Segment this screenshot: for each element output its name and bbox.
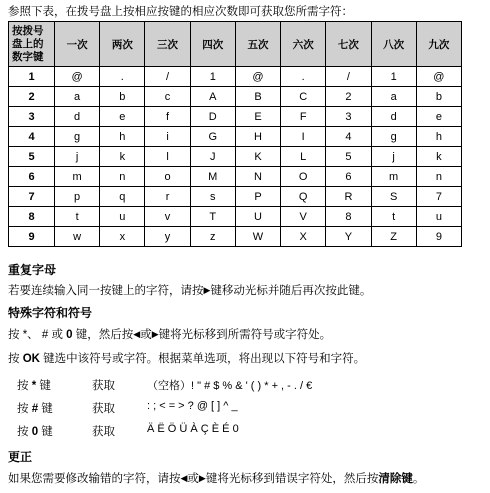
character-cell: @ (235, 67, 280, 87)
zero-key-label: 0 (66, 329, 73, 341)
character-cell: F (281, 107, 326, 127)
count-header: 七次 (326, 22, 371, 67)
character-cell: 5 (326, 147, 371, 167)
special-line1-a: 按 *、 # 或 (8, 329, 67, 341)
character-cell: 2 (326, 87, 371, 107)
character-cell: G (190, 127, 235, 147)
special-line2 (8, 350, 365, 366)
character-cell: T (190, 207, 235, 227)
character-cell: X (281, 227, 326, 247)
character-cell: m (371, 167, 416, 187)
character-cell: z (190, 227, 235, 247)
correct-text-c: 。 (412, 473, 425, 485)
count-header: 九次 (416, 22, 461, 67)
table-row (9, 67, 462, 87)
character-cell: s (190, 187, 235, 207)
special-line1-b: 键，然后按 (72, 329, 134, 341)
symbol-key-prefix: 按 (17, 403, 32, 415)
dial-key-header (9, 22, 55, 67)
dial-key-cell: 8 (9, 207, 55, 227)
symbol-characters: Ä Ë Ö Ü À Ç È É 0 (147, 423, 239, 435)
character-cell: M (190, 167, 235, 187)
symbol-key: * (31, 380, 37, 392)
character-cell: Z (371, 227, 416, 247)
dial-key-header-line1: 按拨号 (12, 24, 44, 37)
table-row (9, 127, 462, 147)
character-cell: j (371, 147, 416, 167)
dial-key-header-line2: 盘上的 (12, 37, 44, 50)
symbol-key-label (17, 377, 51, 393)
intro-text: 参照下表，在拨号盘上按相应按键的相应次数即可获取您所需字符： (8, 6, 353, 18)
correct-text-or: 或 (187, 473, 199, 485)
character-cell: h (100, 127, 145, 147)
count-header: 五次 (235, 22, 280, 67)
table-header-row (9, 22, 462, 67)
character-cell: B (235, 87, 280, 107)
character-cell: J (190, 147, 235, 167)
character-cell: I (281, 127, 326, 147)
character-cell: c (145, 87, 190, 107)
right-arrow-icon: ▶ (151, 329, 159, 339)
character-cell: 1 (371, 67, 416, 87)
character-cell: V (281, 207, 326, 227)
character-cell: D (190, 107, 235, 127)
table-row (9, 207, 462, 227)
character-cell: A (190, 87, 235, 107)
character-cell: . (281, 67, 326, 87)
character-cell: 8 (326, 207, 371, 227)
correct-text-a: 如果您需要修改输错的字符，请按 (8, 473, 181, 485)
character-cell: C (281, 87, 326, 107)
clear-key-label: 清除键 (378, 473, 413, 485)
character-cell: a (55, 87, 100, 107)
character-cell: n (100, 167, 145, 187)
special-line1 (8, 326, 331, 342)
table-row (9, 87, 462, 107)
symbol-key-suffix: 键 (38, 426, 53, 438)
repeat-text-a: 若要连续输入同一按键上的字符，请按 (8, 285, 204, 297)
character-cell: g (55, 127, 100, 147)
correct-text-b: 键将光标移到错误字符处，然后按 (205, 473, 379, 485)
table-row (9, 147, 462, 167)
symbol-characters: （空格）! " # $ % & ' ( ) * + , - . / € (147, 380, 313, 392)
character-cell: b (100, 87, 145, 107)
count-header: 六次 (281, 22, 326, 67)
left-arrow-icon: ◀ (133, 329, 141, 339)
right-arrow-icon: ▶ (203, 285, 211, 295)
symbol-key-prefix: 按 (17, 426, 32, 438)
special-line1-or: 或 (140, 329, 152, 341)
table-row (9, 187, 462, 207)
character-cell: d (55, 107, 100, 127)
character-cell: U (235, 207, 280, 227)
repeat-text (8, 282, 371, 298)
character-cell: w (55, 227, 100, 247)
symbol-characters: : ; < = > ? @ [ ] ^ _ (147, 400, 238, 412)
character-cell: k (100, 147, 145, 167)
table-row (9, 167, 462, 187)
character-cell: 1 (190, 67, 235, 87)
character-cell: Y (326, 227, 371, 247)
character-table (8, 21, 462, 247)
symbol-action: 获取 (92, 403, 115, 415)
right-arrow-icon: ▶ (198, 473, 206, 483)
character-cell: p (55, 187, 100, 207)
character-cell: n (416, 167, 461, 187)
special-heading: 特殊字符和符号 (8, 306, 93, 320)
character-cell: j (55, 147, 100, 167)
character-cell: t (371, 207, 416, 227)
character-cell: f (145, 107, 190, 127)
character-cell: e (416, 107, 461, 127)
count-header: 八次 (371, 22, 416, 67)
ok-key-label: OK (22, 353, 40, 365)
character-cell: u (416, 207, 461, 227)
character-cell: W (235, 227, 280, 247)
count-header: 两次 (100, 22, 145, 67)
dial-key-cell: 7 (9, 187, 55, 207)
character-cell: O (281, 167, 326, 187)
character-cell: i (145, 127, 190, 147)
character-cell: l (145, 147, 190, 167)
dial-key-cell: 6 (9, 167, 55, 187)
character-cell: 6 (326, 167, 371, 187)
count-header: 三次 (145, 22, 190, 67)
character-cell: e (100, 107, 145, 127)
table-row (9, 227, 462, 247)
special-line1-c: 键将光标移到所需符号或字符处。 (158, 329, 332, 341)
character-cell: E (235, 107, 280, 127)
character-cell: b (416, 87, 461, 107)
character-cell: y (145, 227, 190, 247)
symbol-key-suffix: 键 (36, 380, 51, 392)
character-cell: d (371, 107, 416, 127)
character-cell: t (55, 207, 100, 227)
character-cell: v (145, 207, 190, 227)
dial-key-header-line3: 数字键 (12, 50, 44, 63)
dial-key-cell: 5 (9, 147, 55, 167)
character-cell: S (371, 187, 416, 207)
count-header: 一次 (55, 22, 100, 67)
character-cell: Q (281, 187, 326, 207)
correct-text (8, 470, 424, 486)
character-cell: K (235, 147, 280, 167)
character-cell: u (100, 207, 145, 227)
dial-key-cell: 2 (9, 87, 55, 107)
character-cell: H (235, 127, 280, 147)
repeat-text-b: 键移动光标并随后再次按此键。 (210, 285, 372, 297)
character-cell: N (235, 167, 280, 187)
character-cell: 9 (416, 227, 461, 247)
character-cell: 7 (416, 187, 461, 207)
character-cell: P (235, 187, 280, 207)
character-cell: 3 (326, 107, 371, 127)
dial-key-cell: 9 (9, 227, 55, 247)
symbol-key-prefix: 按 (17, 380, 32, 392)
left-arrow-icon: ◀ (180, 473, 188, 483)
character-cell: h (416, 127, 461, 147)
symbol-key: 0 (31, 426, 39, 438)
symbol-key-suffix: 键 (38, 403, 53, 415)
dial-key-cell: 4 (9, 127, 55, 147)
character-cell: R (326, 187, 371, 207)
character-cell: x (100, 227, 145, 247)
character-cell: r (145, 187, 190, 207)
character-cell: . (100, 67, 145, 87)
symbol-key-label (17, 423, 53, 439)
dial-key-cell: 3 (9, 107, 55, 127)
character-cell: @ (416, 67, 461, 87)
character-cell: o (145, 167, 190, 187)
count-header: 四次 (190, 22, 235, 67)
character-cell: g (371, 127, 416, 147)
character-cell: k (416, 147, 461, 167)
character-cell: q (100, 187, 145, 207)
symbol-key: # (31, 403, 39, 415)
character-cell: / (145, 67, 190, 87)
symbol-action: 获取 (92, 380, 115, 392)
symbol-action: 获取 (92, 426, 115, 438)
repeat-heading: 重复字母 (8, 263, 57, 277)
character-cell: / (326, 67, 371, 87)
character-cell: L (281, 147, 326, 167)
special-line2-b: 键选中该符号或字符。根据菜单选项，将出现以下符号和字符。 (39, 353, 366, 365)
dial-key-cell: 1 (9, 67, 55, 87)
table-row (9, 107, 462, 127)
special-line2-a: 按 (8, 353, 23, 365)
character-cell: a (371, 87, 416, 107)
character-cell: 4 (326, 127, 371, 147)
symbol-key-label (17, 400, 53, 416)
correct-heading: 更正 (8, 450, 33, 464)
character-cell: m (55, 167, 100, 187)
character-cell: @ (55, 67, 100, 87)
